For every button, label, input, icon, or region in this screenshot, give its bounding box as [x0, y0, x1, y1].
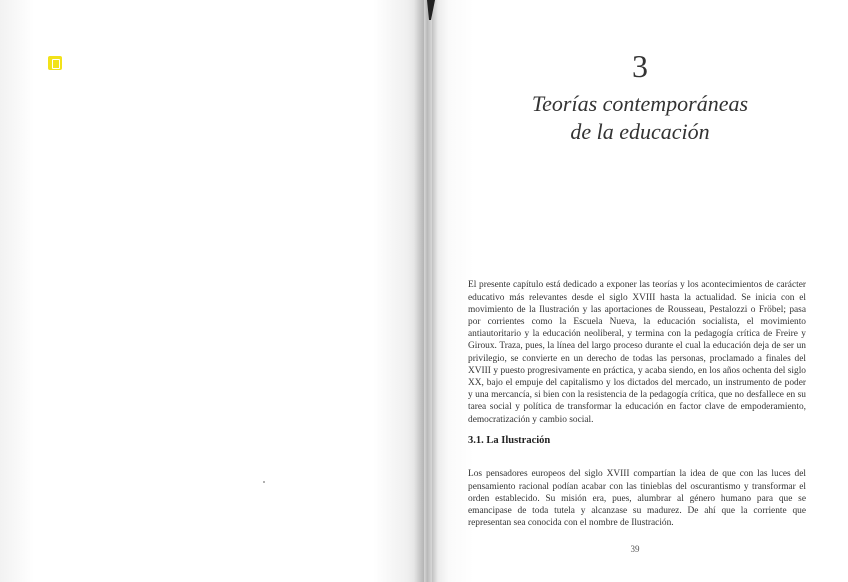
bookmark-sticker-icon [48, 56, 62, 70]
section-heading: 3.1. La Ilustración [468, 435, 551, 446]
chapter-title [432, 90, 848, 146]
paper-speck [263, 481, 265, 483]
intro-paragraph: El presente capítulo está dedicado a exponer las teorías y los acontecimientos de carácter educativo más relevantes desde el siglo XVIII hasta la actualidad. Se inicia con el movimiento de la Ilustración y las aportaciones de Rousseau, Pestalozzi o Fröbel; pasa por corrientes como la Escuela Nueva, la educación socialista, el movimiento antiautoritario y la educación neoliberal, y termina con la pedagogía crítica de Freire y Giroux. Traza, pues, la línea del largo proceso durante el cual la educación deja de ser un privilegio, se convierte en un derecho de todas las personas, proclamado a finales del XVIII y puesto progresivamente en práctica, y acaba siendo, en los años ochenta del siglo XX, bajo el empuje del capitalismo y los dictados del mercado, un instrumento de poder y una mercancía, si bien con la resistencia de la pedagogía crítica, que no desfallece en su tarea social y política de transformar la educación en factor clave de empoderamiento, democratización y cambio social. [468, 280, 806, 425]
chapter-title-line2: de la educación [570, 119, 710, 144]
sticker-glyph [52, 59, 60, 69]
page-number: 39 [630, 544, 640, 554]
chapter-title-line1: Teorías contemporáneas [531, 91, 749, 116]
chapter-number: 3 [632, 48, 648, 84]
book-gutter [414, 0, 438, 582]
section-body: Los pensadores europeos del siglo XVIII compartían la idea de que con las luces del pensamiento racional podían acabar con las tinieblas del oscurantismo y transformar el orden establecido. Su misión era, pues, alumbrar al género humano para que se emancipase de toda tutela y alcanzase su madurez. De ahí que la corriente que representan sea conocida con el nombre de Ilustración. [468, 469, 806, 529]
